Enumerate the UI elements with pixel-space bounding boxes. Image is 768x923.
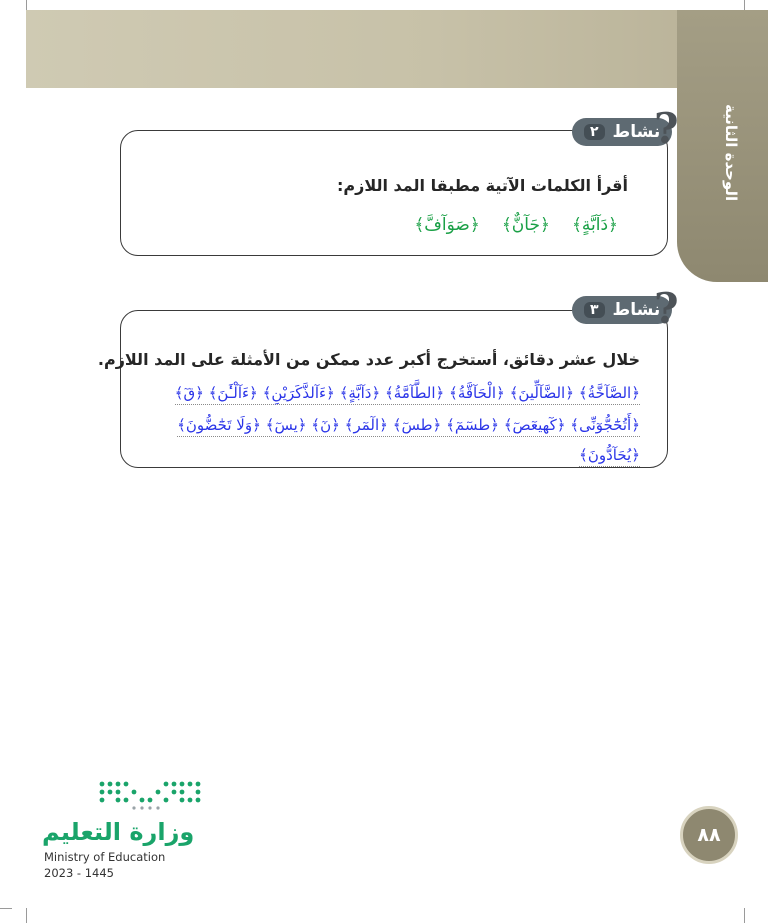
word-item: ﴿صَوَآفَّ﴾ xyxy=(414,215,480,235)
unit-label: الوحدة الثانية xyxy=(722,104,740,202)
activity-3-examples-line: ﴿يُحَآدُّونَ﴾ xyxy=(579,446,640,467)
edition-year: 2023 - 1445 xyxy=(44,866,114,880)
header-band xyxy=(26,10,768,88)
question-mark-icon: ? xyxy=(654,284,679,333)
badge-label: نشاط xyxy=(612,122,661,142)
activity-3-examples-line: ﴿الصَّآخَّةُ﴾ ﴿الضَّآلِّينَ﴾ ﴿الْحَآقَّةُ﴾ ﴿الطَّآمَّةُ﴾ ﴿دَآبَّةٍ﴾ ﴿ءَآلذَّكَرَيْنِ﴾ ﴿ءَآلْـَٰٔنَ﴾ ﴿قٓ﴾ xyxy=(175,384,640,405)
activity-2-word-list xyxy=(414,214,618,235)
crop-mark xyxy=(26,908,27,923)
ministry-name-arabic: وزارة التعليم xyxy=(42,818,195,846)
ministry-logo-icon xyxy=(96,778,206,814)
word-item: ﴿جَآنٌّ﴾ xyxy=(501,215,550,235)
ministry-name-english: Ministry of Education xyxy=(44,850,166,864)
word-item: ﴿دَآبَّةٍ﴾ xyxy=(571,215,618,235)
badge-label: نشاط xyxy=(612,300,661,320)
badge-number: ٢ xyxy=(584,124,605,140)
crop-mark xyxy=(744,908,745,923)
badge-number: ٣ xyxy=(584,302,605,318)
crop-mark xyxy=(0,908,12,909)
page-number: ٨٨ xyxy=(680,806,738,864)
activity-3-instruction: خلال عشر دقائق، أستخرج أكبر عدد ممكن من الأمثلة على المد اللازم. xyxy=(97,350,640,369)
question-mark-icon: ? xyxy=(654,104,679,153)
activity-3-examples-line: ﴿أَتُحَٰٓجُّوٓنِّى﴾ ﴿كٓهيعٓصٓ﴾ ﴿طسٓمٓ﴾ ﴿طسٓ﴾ ﴿الٓمٓر﴾ ﴿نٓ﴾ ﴿يسٓ﴾ ﴿وَلَا تَحَٰٓضُّونَ﴾ xyxy=(177,416,640,437)
activity-2-instruction: أقرأ الكلمات الآتية مطبقا المد اللازم: xyxy=(336,176,628,195)
